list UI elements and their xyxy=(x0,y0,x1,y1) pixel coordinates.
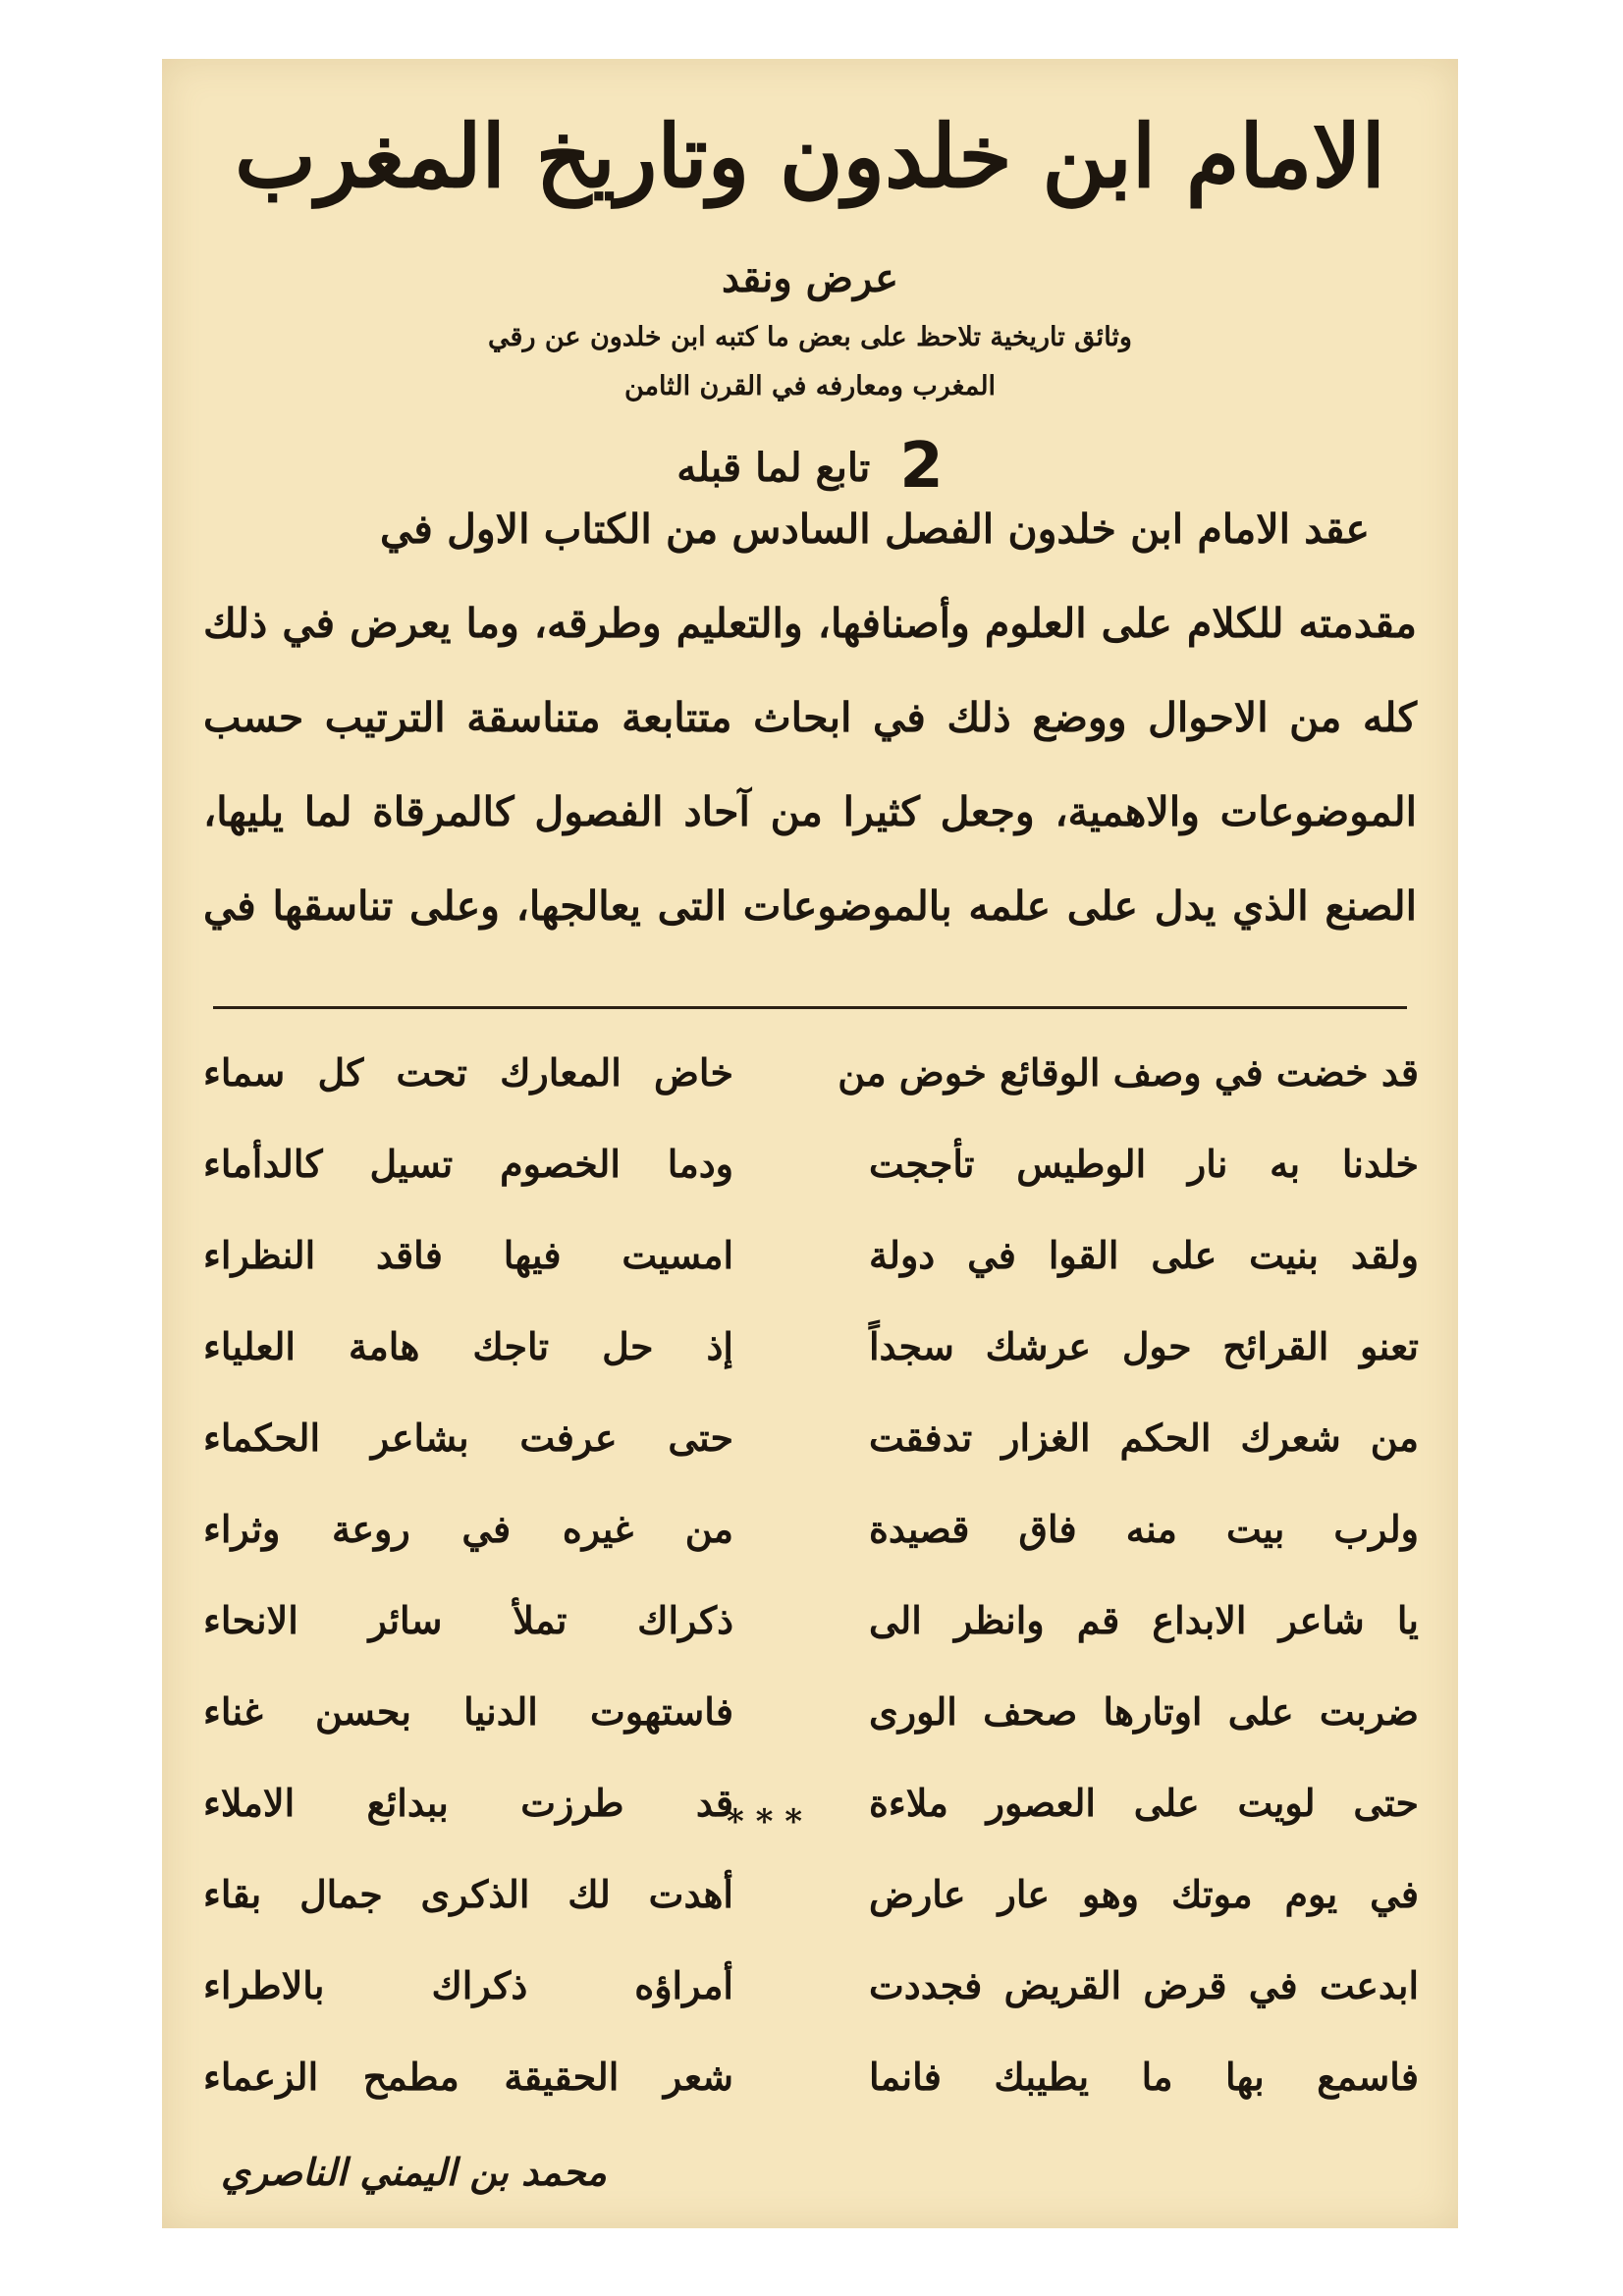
body-line: مقدمته للكلام على العلوم وأصنافها، والتعليم وطرقه، وما يعرض في ذلك xyxy=(203,600,1417,647)
article-subtitle: عرض ونقد xyxy=(722,255,898,301)
verse-first-hemistich: من شعرك الحكم الغزار تدفقت xyxy=(869,1415,1419,1460)
verse-second-hemistich: ودما الخصوم تسيل كالدأماء xyxy=(203,1142,733,1186)
article-title: الامام ابن خلدون وتاريخ المغرب xyxy=(235,105,1385,207)
body-line: عقد الامام ابن خلدون الفصل السادس من الكتاب الاول في xyxy=(380,506,1370,553)
newspaper-page xyxy=(162,59,1458,2228)
verse-first-hemistich: قد خضت في وصف الوقائع خوض من xyxy=(838,1050,1419,1095)
body-line: الموضوعات والاهمية، وجعل كثيرا من آحاد الفصول كالمرقاة لما يليها، xyxy=(203,788,1417,835)
verse-second-hemistich: قد طرزت ببدائع الاملاء xyxy=(203,1781,733,1825)
part-label: تابع لما قبله xyxy=(676,445,871,491)
author-signature: محمد بن اليمني الناصري xyxy=(221,2150,607,2194)
verse-second-hemistich: حتى عرفت بشاعر الحكماء xyxy=(203,1415,733,1460)
verse-second-hemistich: فاستهوت الدنيا بحسن غناء xyxy=(203,1689,733,1734)
verse-first-hemistich: تعنو القرائح حول عرشك سجداً xyxy=(869,1324,1419,1368)
verse-second-hemistich: أهدت لك الذكرى جمال بقاء xyxy=(203,1872,733,1916)
verse-first-hemistich: فاسمع بها ما يطيبك فانما xyxy=(869,2055,1419,2099)
verse-first-hemistich: ولقد بنيت على القوا في دولة xyxy=(869,1233,1419,1277)
verse-first-hemistich: يا شاعر الابداع قم وانظر الى xyxy=(869,1598,1419,1642)
verse-first-hemistich: خلدنا به نار الوطيس تأججت xyxy=(869,1142,1419,1186)
document-line-2: المغرب ومعارفه في القرن الثامن xyxy=(623,371,997,401)
verse-second-hemistich: ذكراك تملأ سائر الانحاء xyxy=(203,1598,733,1642)
verse-first-hemistich: ابدعت في قرض القريض فجددت xyxy=(869,1963,1419,2007)
body-line: كله من الاحوال ووضع ذلك في ابحاث متتابعة متناسقة الترتيب حسب xyxy=(203,694,1417,741)
body-line: الصنع الذي يدل على علمه بالموضوعات التى يعالجها، وعلى تناسقها في xyxy=(203,882,1417,930)
verse-first-hemistich: في يوم موتك وهو عار عارض xyxy=(869,1872,1419,1916)
verse-second-hemistich: إذ حل تاجك هامة العلياء xyxy=(203,1324,733,1368)
verse-second-hemistich: خاض المعارك تحت كل سماء xyxy=(203,1050,733,1095)
document-line-1: وثائق تاريخية تلاحظ على بعض ما كتبه ابن خلدون عن رقي xyxy=(488,322,1132,352)
part-heading xyxy=(162,430,1458,503)
verse-first-hemistich: ضربت على اوتارها صحف الورى xyxy=(869,1689,1419,1734)
verse-second-hemistich: شعر الحقيقة مطمح الزعماء xyxy=(203,2055,733,2099)
verse-second-hemistich: أمراؤه ذكراك بالاطراء xyxy=(203,1963,733,2007)
verse-first-hemistich: ولرب بيت منه فاق قصيدة xyxy=(869,1507,1419,1551)
section-divider xyxy=(213,1006,1407,1009)
verse-second-hemistich: من غيره في روعة وثراء xyxy=(203,1507,733,1551)
verse-first-hemistich: حتى لويت على العصور ملاءة xyxy=(869,1781,1419,1825)
verse-second-hemistich: امسيت فيها فاقد النظراء xyxy=(203,1233,733,1277)
part-number: 2 xyxy=(899,430,944,503)
verse-separator-stars: * * * xyxy=(727,1802,803,1842)
